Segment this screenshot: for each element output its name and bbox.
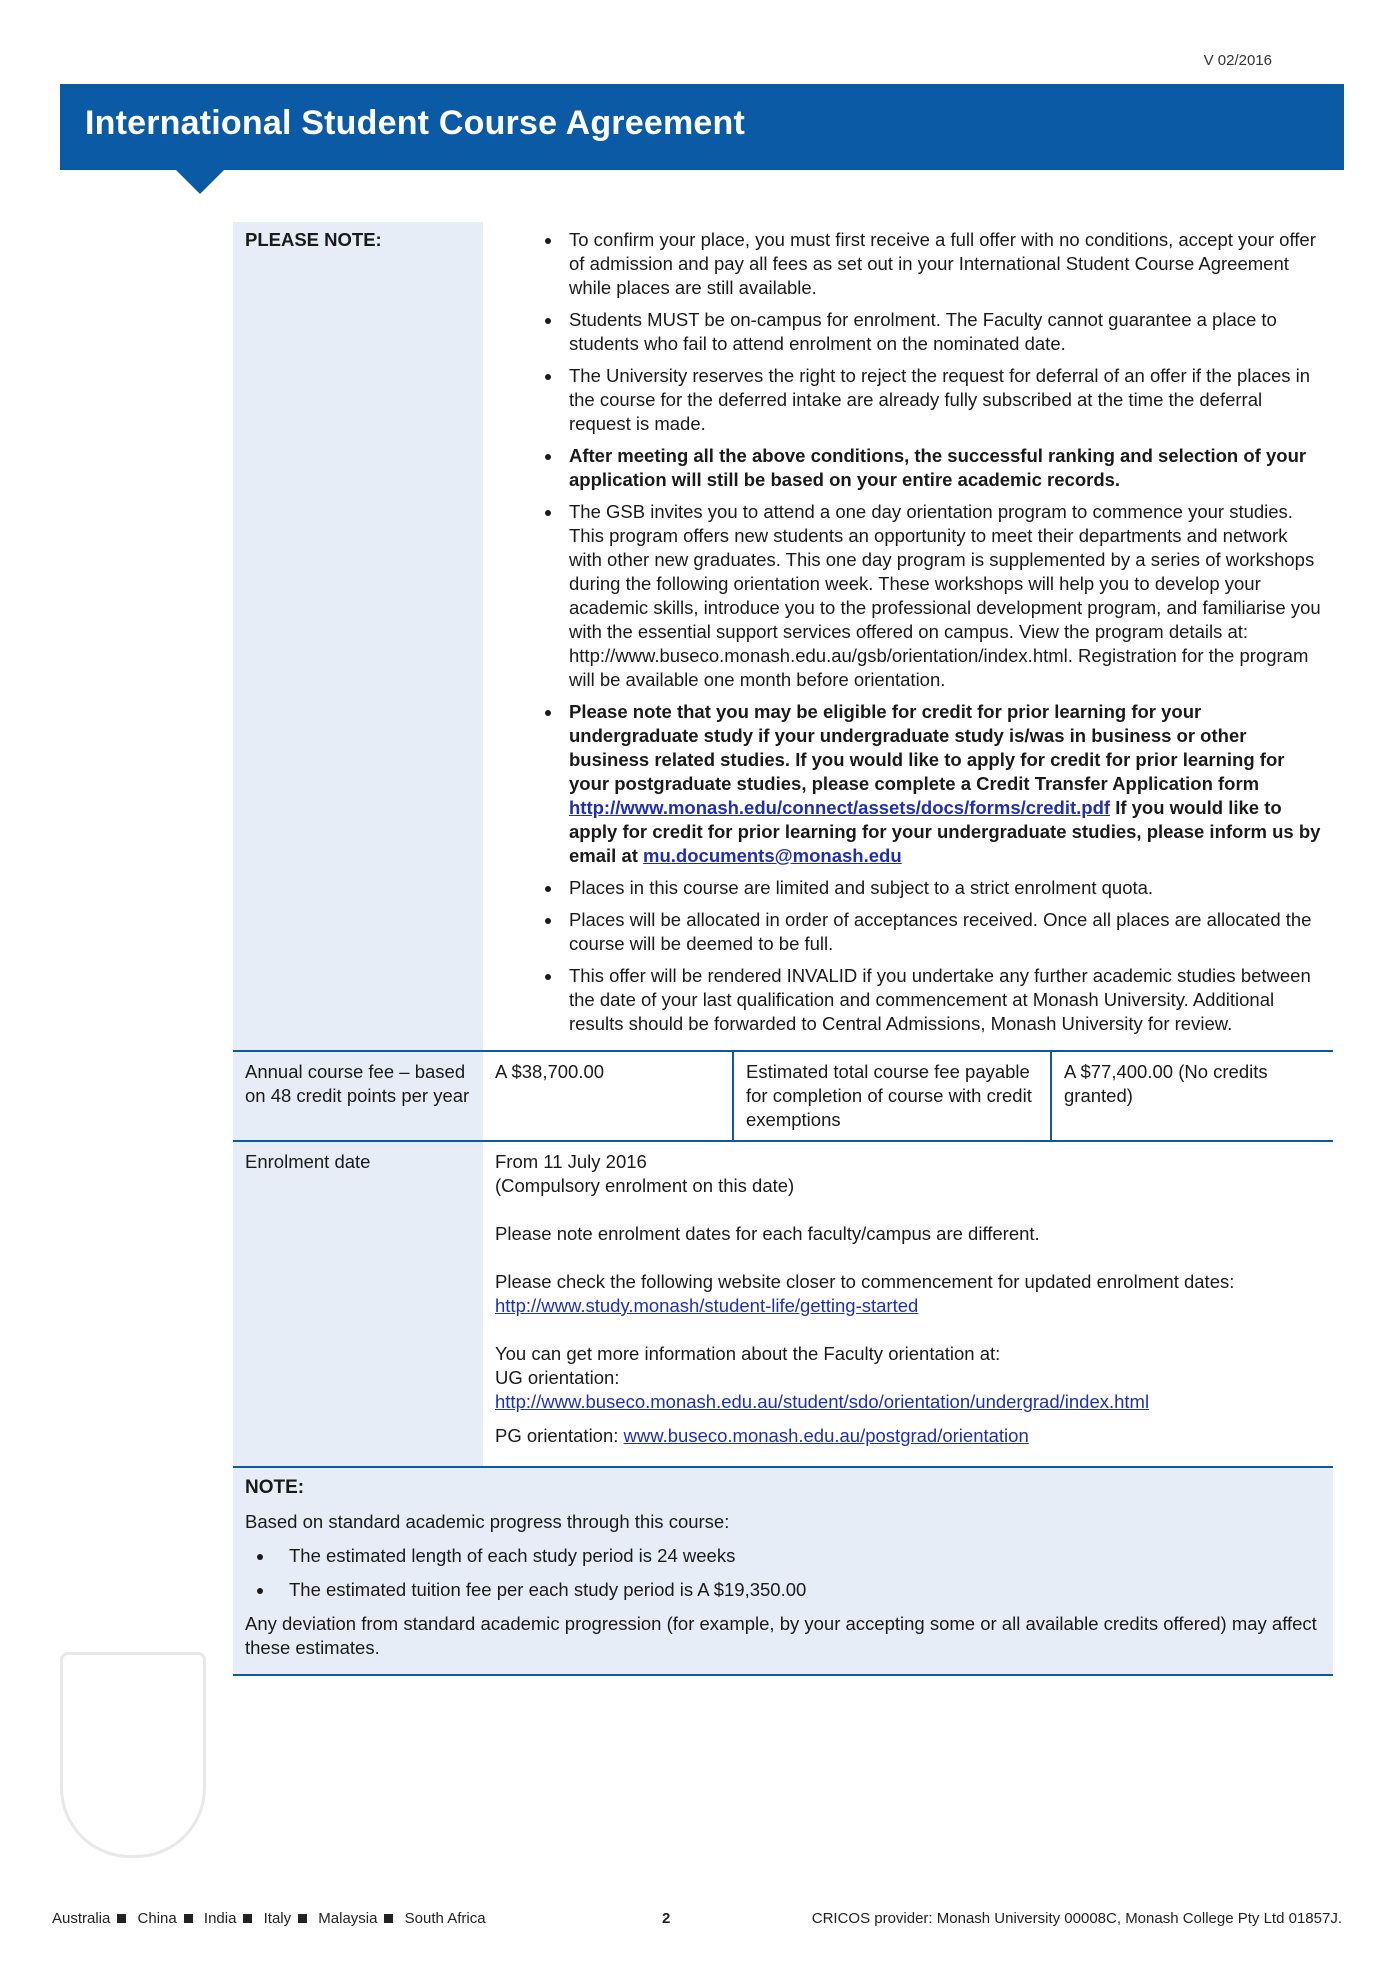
total-fee-value: A $77,400.00 (No credits granted) bbox=[1051, 1051, 1333, 1141]
cricos-text: CRICOS provider: Monash University 00008C, Monash College Pty Ltd 01857J. bbox=[811, 1910, 1342, 1927]
enrolment-label: Enrolment date bbox=[233, 1141, 483, 1466]
list-item-credit bbox=[563, 700, 1321, 868]
credit-text-a: Please note that you may be eligible for credit for prior learning for your undergraduate study if your undergraduate study is/was in business or other business related studies. If you would like to apply for credit for prior learning for your postgraduate studies, please complete a Credit Transfer Application form bbox=[569, 701, 1285, 794]
list-item: • To confirm your place, you must first receive a full offer with no conditions, accept your offer of admission and pay all fees as set out in your International Student Course Agreement while places are still available. bbox=[563, 228, 1321, 300]
enrolment-check-text: Please check the following website closer to commencement for updated enrolment dates: bbox=[495, 1271, 1235, 1292]
country-item: South Africa bbox=[404, 1910, 486, 1927]
square-bullet-icon bbox=[298, 1914, 307, 1923]
ug-orientation-link[interactable]: http://www.buseco.monash.edu.au/student/sdo/orientation/undergrad/index.html bbox=[495, 1391, 1150, 1412]
list-item: • After meeting all the above conditions, the successful ranking and selection of your application will still be based on your entire academic records. bbox=[563, 444, 1321, 492]
enrolment-date: From 11 July 2016 bbox=[495, 1151, 647, 1172]
country-item: Malaysia bbox=[318, 1910, 378, 1927]
please-note-body bbox=[483, 222, 1333, 1051]
country-list bbox=[52, 1910, 486, 1927]
ug-orientation-label: UG orientation: bbox=[495, 1367, 620, 1388]
documents-email-link[interactable]: mu.documents@monash.edu bbox=[643, 845, 902, 866]
estimates-note-box bbox=[233, 1466, 1333, 1676]
list-item: • The University reserves the right to reject the request for deferral of an offer if the places in the course for the deferred intake are already fully subscribed at the time the deferral request is made. bbox=[563, 364, 1321, 436]
enrolment-compulsory: (Compulsory enrolment on this date) bbox=[495, 1175, 795, 1196]
fees-row bbox=[233, 1051, 1333, 1141]
list-item: • Places will be allocated in order of acceptances received. Once all places are allocated the course will be deemed to be full. bbox=[563, 908, 1321, 956]
list-item: • Places in this course are limited and subject to a strict enrolment quota. bbox=[563, 876, 1321, 900]
total-fee-label: Estimated total course fee payable for completion of course with credit exemptions bbox=[733, 1051, 1051, 1141]
estimates-list bbox=[245, 1544, 1321, 1602]
getting-started-link[interactable]: http://www.study.monash/student-life/getting-started bbox=[495, 1295, 919, 1316]
list-item: • The estimated tuition fee per each study period is A $19,350.00 bbox=[275, 1578, 1321, 1602]
list-item: • Students MUST be on-campus for enrolment. The Faculty cannot guarantee a place to students who fail to attend enrolment on the nominated date. bbox=[563, 308, 1321, 356]
enrolment-body bbox=[483, 1141, 1333, 1466]
university-crest-icon bbox=[60, 1652, 206, 1858]
annual-fee-value: A $38,700.00 bbox=[483, 1051, 733, 1141]
document-title: International Student Course Agreement bbox=[85, 104, 745, 142]
please-note-row bbox=[233, 222, 1333, 1051]
square-bullet-icon bbox=[117, 1914, 126, 1923]
page-number: 2 bbox=[662, 1910, 671, 1927]
agreement-table bbox=[233, 222, 1333, 1466]
agreement-content bbox=[233, 222, 1333, 1676]
credit-text-b: If you would like to apply for credit for prior learning for your undergraduate studies, please inform us by email at bbox=[569, 797, 1321, 866]
title-banner bbox=[60, 84, 1344, 170]
credit-form-link[interactable]: http://www.monash.edu/connect/assets/docs/forms/credit.pdf bbox=[569, 797, 1111, 818]
country-item: Italy bbox=[263, 1910, 292, 1927]
square-bullet-icon bbox=[184, 1914, 193, 1923]
pg-orientation-label: PG orientation: bbox=[495, 1425, 619, 1446]
enrolment-row bbox=[233, 1141, 1333, 1466]
pg-orientation-link[interactable]: www.buseco.monash.edu.au/postgrad/orientation bbox=[623, 1425, 1029, 1446]
square-bullet-icon bbox=[243, 1914, 252, 1923]
annual-fee-label: Annual course fee – based on 48 credit points per year bbox=[233, 1051, 483, 1141]
enrolment-dates-note: Please note enrolment dates for each faculty/campus are different. bbox=[495, 1223, 1040, 1244]
version-label: V 02/2016 bbox=[1203, 52, 1272, 69]
please-note-label: PLEASE NOTE: bbox=[233, 222, 483, 1051]
banner-notch bbox=[176, 170, 224, 194]
note-intro: Based on standard academic progress through this course: bbox=[245, 1511, 730, 1532]
country-item: China bbox=[137, 1910, 177, 1927]
note-deviation: Any deviation from standard academic progression (for example, by your accepting some or all available credits offered) may affect these estimates. bbox=[245, 1613, 1317, 1658]
list-item: • This offer will be rendered INVALID if you undertake any further academic studies between the date of your last qualification and commencement at Monash University. Additional results should be forwarded to Central Admissions, Monash University for review. bbox=[563, 964, 1321, 1036]
country-item: Australia bbox=[52, 1910, 111, 1927]
orientation-info-text: You can get more information about the Faculty orientation at: bbox=[495, 1343, 1001, 1364]
please-note-list bbox=[511, 228, 1321, 1036]
square-bullet-icon bbox=[384, 1914, 393, 1923]
list-item: • The GSB invites you to attend a one day orientation program to commence your studies. This program offers new students an opportunity to meet their departments and network with other new graduates. This one day program is supplemented by a series of workshops during the following orientation week. These workshops will help you to develop your academic skills, introduce you to the professional development program, and familiarise you with the essential support services offered on campus. View the program details at: http://www.buseco.monash.edu.au/gsb/orientation/index.html. Registration for the program will be available one month before orientation. bbox=[563, 500, 1321, 692]
list-item: • The estimated length of each study period is 24 weeks bbox=[275, 1544, 1321, 1568]
note-heading: NOTE: bbox=[245, 1477, 305, 1498]
country-item: India bbox=[203, 1910, 237, 1927]
